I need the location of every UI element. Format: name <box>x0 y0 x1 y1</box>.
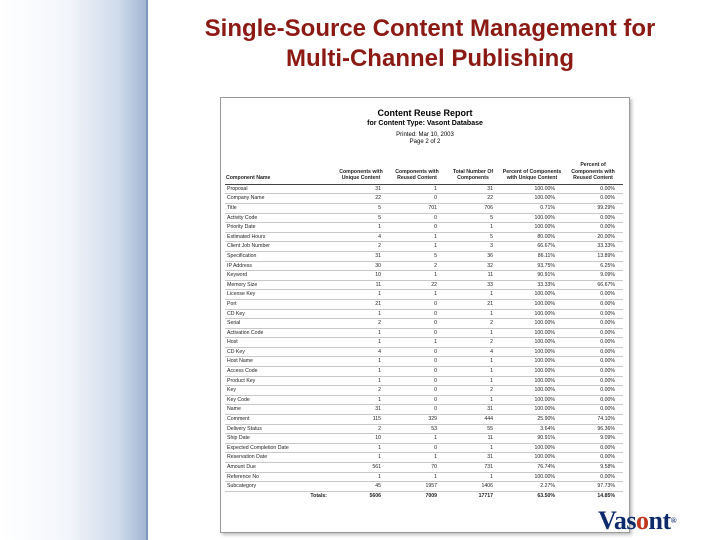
value-cell: 1957 <box>389 482 445 492</box>
component-name-cell: Key Code <box>225 395 333 405</box>
report-title: Content Reuse Report <box>377 108 473 118</box>
value-cell: 1 <box>389 472 445 482</box>
value-cell: 9.09% <box>563 271 623 281</box>
value-cell: 2 <box>333 386 389 396</box>
value-cell: 0 <box>389 395 445 405</box>
value-cell: 115 <box>333 415 389 425</box>
table-row <box>225 472 623 482</box>
table-row <box>225 194 623 204</box>
value-cell: 100.00% <box>501 290 563 300</box>
table-row <box>225 367 623 377</box>
value-cell: 1 <box>333 453 389 463</box>
value-cell: 96.36% <box>563 424 623 434</box>
component-name-cell: IP Address <box>225 261 333 271</box>
value-cell: 100.00% <box>501 213 563 223</box>
value-cell: 1 <box>333 309 389 319</box>
table-row <box>225 319 623 329</box>
value-cell: 74.10% <box>563 415 623 425</box>
logo-text-start: Vas <box>598 506 637 535</box>
logo-text-end: nt <box>648 506 671 535</box>
value-cell: 0 <box>389 309 445 319</box>
left-decorative-bar <box>0 0 148 540</box>
component-name-cell: CD Key <box>225 309 333 319</box>
value-cell: 0.00% <box>563 319 623 329</box>
component-name-cell: Estimated Hours <box>225 232 333 242</box>
value-cell: 0.00% <box>563 443 623 453</box>
column-header: Components with Reused Content <box>389 162 445 184</box>
total-value-cell: 7009 <box>389 491 445 500</box>
value-cell: 100.00% <box>501 347 563 357</box>
value-cell: 100.00% <box>501 443 563 453</box>
value-cell: 0.00% <box>563 376 623 386</box>
value-cell: 0 <box>389 319 445 329</box>
value-cell: 100.00% <box>501 299 563 309</box>
table-row <box>225 386 623 396</box>
value-cell: 76.74% <box>501 463 563 473</box>
total-value-cell: 5606 <box>333 491 389 500</box>
value-cell: 1 <box>333 290 389 300</box>
value-cell: 1 <box>389 290 445 300</box>
slide-title <box>150 14 710 74</box>
value-cell: 1 <box>389 453 445 463</box>
value-cell: 100.00% <box>501 472 563 482</box>
value-cell: 1406 <box>445 482 501 492</box>
report-table-header-row <box>225 162 623 184</box>
component-name-cell: Host <box>225 338 333 348</box>
component-name-cell: Reference No <box>225 472 333 482</box>
table-row <box>225 443 623 453</box>
table-row <box>225 232 623 242</box>
value-cell: 99.29% <box>563 203 623 213</box>
value-cell: 90.91% <box>501 434 563 444</box>
table-row <box>225 271 623 281</box>
value-cell: 0 <box>389 386 445 396</box>
value-cell: 1 <box>333 443 389 453</box>
value-cell: 1 <box>389 338 445 348</box>
value-cell: 1 <box>445 328 501 338</box>
value-cell: 0 <box>389 405 445 415</box>
report-table-body <box>225 184 623 500</box>
value-cell: 5 <box>445 213 501 223</box>
table-row <box>225 376 623 386</box>
column-header: Component Name <box>225 162 333 184</box>
value-cell: 1 <box>445 443 501 453</box>
value-cell: 731 <box>445 463 501 473</box>
value-cell: 1 <box>445 290 501 300</box>
value-cell: 1 <box>333 357 389 367</box>
value-cell: 329 <box>389 415 445 425</box>
value-cell: 13.89% <box>563 251 623 261</box>
table-row <box>225 405 623 415</box>
value-cell: 20.00% <box>563 232 623 242</box>
value-cell: 33.33% <box>501 280 563 290</box>
component-name-cell: Product Key <box>225 376 333 386</box>
value-cell: 0 <box>389 328 445 338</box>
value-cell: 0.00% <box>563 405 623 415</box>
value-cell: 0.00% <box>563 453 623 463</box>
table-row <box>225 184 623 194</box>
value-cell: 0.00% <box>563 309 623 319</box>
value-cell: 10 <box>333 271 389 281</box>
value-cell: 4 <box>445 347 501 357</box>
value-cell: 1 <box>333 223 389 233</box>
table-row <box>225 280 623 290</box>
value-cell: 33 <box>445 280 501 290</box>
table-row <box>225 347 623 357</box>
table-row <box>225 395 623 405</box>
component-name-cell: Comment <box>225 415 333 425</box>
value-cell: 66.67% <box>563 280 623 290</box>
left-bar-divider <box>146 0 148 540</box>
table-row <box>225 290 623 300</box>
component-name-cell: License Key <box>225 290 333 300</box>
value-cell: 11 <box>445 271 501 281</box>
component-name-cell: Activation Code <box>225 328 333 338</box>
registered-mark: ® <box>670 516 677 525</box>
component-name-cell: Proposal <box>225 184 333 194</box>
value-cell: 45 <box>333 482 389 492</box>
value-cell: 1 <box>333 367 389 377</box>
table-row <box>225 424 623 434</box>
report-subtitle: for Content Type: Vasont Database <box>367 120 483 127</box>
value-cell: 31 <box>445 453 501 463</box>
value-cell: 33.33% <box>563 242 623 252</box>
table-row <box>225 415 623 425</box>
value-cell: 1 <box>333 376 389 386</box>
value-cell: 100.00% <box>501 184 563 194</box>
value-cell: 1 <box>445 395 501 405</box>
component-name-cell: Delivery Status <box>225 424 333 434</box>
value-cell: 100.00% <box>501 357 563 367</box>
component-name-cell: Amount Due <box>225 463 333 473</box>
value-cell: 1 <box>389 184 445 194</box>
value-cell: 0 <box>389 299 445 309</box>
table-row <box>225 482 623 492</box>
totals-row <box>225 491 623 500</box>
value-cell: 0.00% <box>563 213 623 223</box>
value-cell: 2 <box>333 242 389 252</box>
table-row <box>225 203 623 213</box>
value-cell: 5 <box>389 251 445 261</box>
value-cell: 100.00% <box>501 328 563 338</box>
table-row <box>225 299 623 309</box>
component-name-cell: Serial <box>225 319 333 329</box>
value-cell: 2.27% <box>501 482 563 492</box>
value-cell: 701 <box>389 203 445 213</box>
value-cell: 2 <box>445 386 501 396</box>
table-row <box>225 309 623 319</box>
value-cell: 0 <box>389 443 445 453</box>
value-cell: 100.00% <box>501 386 563 396</box>
value-cell: 0 <box>389 347 445 357</box>
value-cell: 0.00% <box>563 223 623 233</box>
value-cell: 2 <box>333 424 389 434</box>
value-cell: 80.00% <box>501 232 563 242</box>
value-cell: 0 <box>389 376 445 386</box>
value-cell: 100.00% <box>501 319 563 329</box>
value-cell: 5 <box>445 232 501 242</box>
value-cell: 100.00% <box>501 376 563 386</box>
value-cell: 0 <box>389 223 445 233</box>
value-cell: 2 <box>333 319 389 329</box>
value-cell: 4 <box>333 232 389 242</box>
table-row <box>225 261 623 271</box>
value-cell: 31 <box>445 405 501 415</box>
value-cell: 0.00% <box>563 194 623 204</box>
value-cell: 2 <box>445 319 501 329</box>
value-cell: 100.00% <box>501 405 563 415</box>
value-cell: 0.71% <box>501 203 563 213</box>
value-cell: 0.00% <box>563 386 623 396</box>
component-name-cell: Name <box>225 405 333 415</box>
column-header: Percent of Components with Unique Content <box>501 162 563 184</box>
total-value-cell: 14.85% <box>563 491 623 500</box>
value-cell: 6.25% <box>563 261 623 271</box>
value-cell: 32 <box>445 261 501 271</box>
value-cell: 3 <box>445 242 501 252</box>
value-cell: 66.67% <box>501 242 563 252</box>
value-cell: 1 <box>333 328 389 338</box>
report-table <box>225 162 623 500</box>
component-name-cell: Company Name <box>225 194 333 204</box>
value-cell: 70 <box>389 463 445 473</box>
value-cell: 11 <box>445 434 501 444</box>
value-cell: 1 <box>333 472 389 482</box>
component-name-cell: CD Key <box>225 347 333 357</box>
content-reuse-report <box>220 97 630 533</box>
value-cell: 97.73% <box>563 482 623 492</box>
value-cell: 10 <box>333 434 389 444</box>
value-cell: 0 <box>389 367 445 377</box>
totals-label: Totals: <box>225 491 333 500</box>
value-cell: 90.91% <box>501 271 563 281</box>
value-cell: 31 <box>333 184 389 194</box>
table-row <box>225 223 623 233</box>
table-row <box>225 463 623 473</box>
value-cell: 1 <box>333 395 389 405</box>
value-cell: 0.00% <box>563 184 623 194</box>
total-value-cell: 17717 <box>445 491 501 500</box>
column-header: Components with Unique Content <box>333 162 389 184</box>
value-cell: 30 <box>333 261 389 271</box>
value-cell: 0.00% <box>563 328 623 338</box>
value-cell: 100.00% <box>501 194 563 204</box>
value-cell: 1 <box>389 271 445 281</box>
vasont-logo <box>598 508 676 534</box>
component-name-cell: Keyword <box>225 271 333 281</box>
table-row <box>225 338 623 348</box>
report-page-number: Page 2 of 2 <box>409 139 441 145</box>
value-cell: 0.00% <box>563 347 623 357</box>
value-cell: 1 <box>389 242 445 252</box>
component-name-cell: Client Job Number <box>225 242 333 252</box>
value-cell: 561 <box>333 463 389 473</box>
value-cell: 3.64% <box>501 424 563 434</box>
value-cell: 100.00% <box>501 338 563 348</box>
component-name-cell: Title <box>225 203 333 213</box>
component-name-cell: Memory Size <box>225 280 333 290</box>
value-cell: 0.00% <box>563 357 623 367</box>
value-cell: 9.09% <box>563 434 623 444</box>
component-name-cell: Specification <box>225 251 333 261</box>
column-header: Total Number Of Components <box>445 162 501 184</box>
value-cell: 4 <box>333 347 389 357</box>
value-cell: 0 <box>389 357 445 367</box>
value-cell: 22 <box>445 194 501 204</box>
value-cell: 1 <box>445 357 501 367</box>
value-cell: 1 <box>389 232 445 242</box>
table-row <box>225 242 623 252</box>
value-cell: 0.00% <box>563 395 623 405</box>
slide-title-line-1: Single-Source Content Management for <box>204 15 656 42</box>
value-cell: 55 <box>445 424 501 434</box>
value-cell: 0 <box>389 194 445 204</box>
component-name-cell: Access Code <box>225 367 333 377</box>
value-cell: 706 <box>445 203 501 213</box>
component-name-cell: Ship Date <box>225 434 333 444</box>
value-cell: 11 <box>333 280 389 290</box>
component-name-cell: Expected Completion Date <box>225 443 333 453</box>
value-cell: 2 <box>389 261 445 271</box>
value-cell: 22 <box>333 194 389 204</box>
value-cell: 25.90% <box>501 415 563 425</box>
value-cell: 36 <box>445 251 501 261</box>
value-cell: 86.11% <box>501 251 563 261</box>
table-row <box>225 251 623 261</box>
slide-title-line-2: Multi-Channel Publishing <box>286 45 574 72</box>
value-cell: 0.00% <box>563 338 623 348</box>
component-name-cell: Key <box>225 386 333 396</box>
component-name-cell: Host Name <box>225 357 333 367</box>
logo-check-mark: o <box>636 506 649 535</box>
value-cell: 444 <box>445 415 501 425</box>
value-cell: 2 <box>445 338 501 348</box>
value-cell: 1 <box>445 472 501 482</box>
value-cell: 31 <box>333 405 389 415</box>
value-cell: 0.00% <box>563 367 623 377</box>
value-cell: 9.58% <box>563 463 623 473</box>
value-cell: 1 <box>445 376 501 386</box>
value-cell: 93.75% <box>501 261 563 271</box>
value-cell: 53 <box>389 424 445 434</box>
value-cell: 22 <box>389 280 445 290</box>
table-row <box>225 357 623 367</box>
value-cell: 0.00% <box>563 290 623 300</box>
report-header <box>221 108 629 146</box>
value-cell: 100.00% <box>501 453 563 463</box>
value-cell: 1 <box>389 434 445 444</box>
component-name-cell: Reservation Date <box>225 453 333 463</box>
value-cell: 100.00% <box>501 309 563 319</box>
report-printed-date: Printed: Mar 10, 2003 <box>396 132 454 138</box>
value-cell: 1 <box>445 309 501 319</box>
column-header: Percent of Components with Reused Content <box>563 162 623 184</box>
table-row <box>225 213 623 223</box>
value-cell: 100.00% <box>501 395 563 405</box>
table-row <box>225 434 623 444</box>
value-cell: 31 <box>333 251 389 261</box>
component-name-cell: Priority Date <box>225 223 333 233</box>
value-cell: 21 <box>333 299 389 309</box>
value-cell: 1 <box>445 367 501 377</box>
value-cell: 100.00% <box>501 223 563 233</box>
component-name-cell: Activity Code <box>225 213 333 223</box>
value-cell: 31 <box>445 184 501 194</box>
value-cell: 1 <box>333 338 389 348</box>
component-name-cell: Port <box>225 299 333 309</box>
value-cell: 0.00% <box>563 472 623 482</box>
value-cell: 100.00% <box>501 367 563 377</box>
component-name-cell: Subcategory <box>225 482 333 492</box>
value-cell: 5 <box>333 203 389 213</box>
total-value-cell: 63.50% <box>501 491 563 500</box>
value-cell: 21 <box>445 299 501 309</box>
value-cell: 5 <box>333 213 389 223</box>
table-row <box>225 328 623 338</box>
value-cell: 1 <box>445 223 501 233</box>
table-row <box>225 453 623 463</box>
value-cell: 0 <box>389 213 445 223</box>
value-cell: 0.00% <box>563 299 623 309</box>
